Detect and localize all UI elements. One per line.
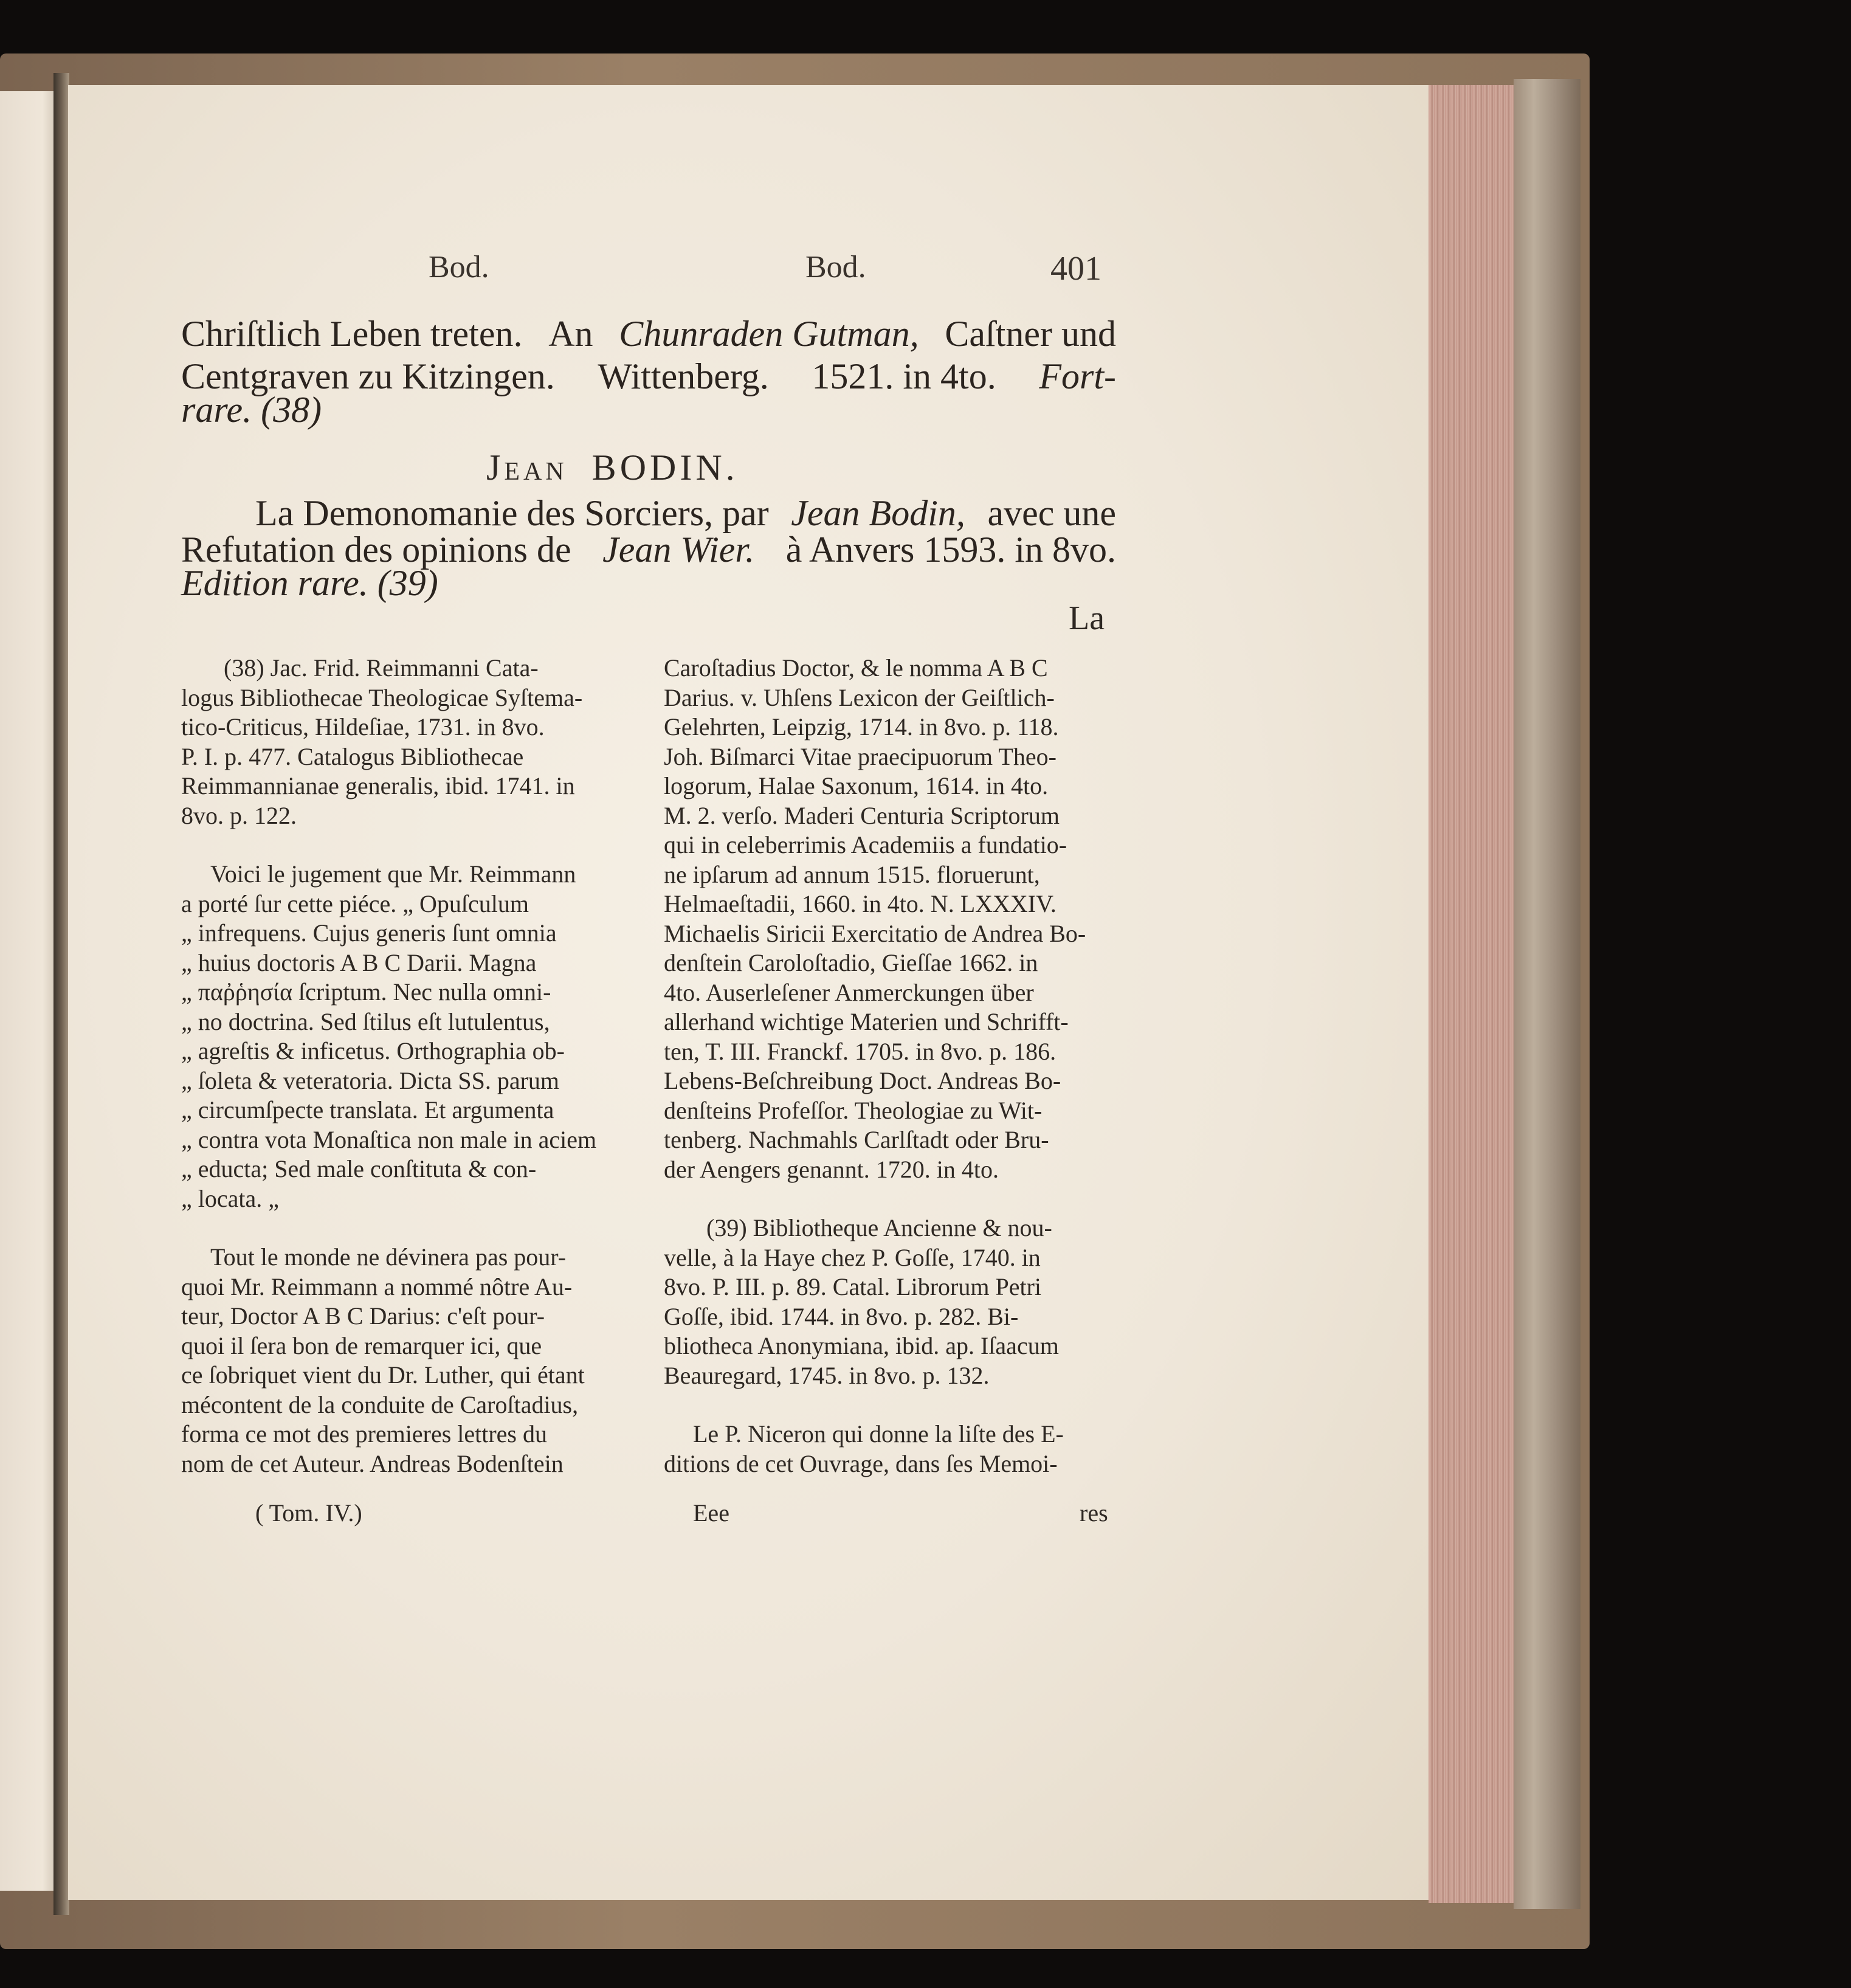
right-paragraph-2: Le P. Niceron qui donne la liſte des E- ditions de cet Ouvrage, dans ſes Memoi- xyxy=(664,1420,1064,1477)
entry-line-2: Refutation des opinions de Jean Wier. à Anvers 1593. in 8vo. xyxy=(181,530,1116,570)
main-text-line-1: Chriſtlich Leben treten. An Chunraden Gutman, Caſtner und xyxy=(181,314,1116,354)
footnote-39: (39) Bibliotheque Ancienne & nou- velle, à la Haye chez P. Goſſe, 1740. in 8vo. P. III. p. 89. Catal. Librorum Petri Goſſe, ibid. 1744. in 8vo. p. 282. Bi- bliotheca Anonymiana, ibid. ap. Iſaacum Beauregard, 1745. in 8vo. p. 132. xyxy=(664,1214,1059,1389)
entry-line-3: Edition rare. (39) xyxy=(181,563,438,603)
book-gutter xyxy=(53,73,69,1915)
catchword-top: La xyxy=(1069,599,1105,637)
signature-mark: Eee xyxy=(693,1499,729,1527)
left-page-sliver xyxy=(0,91,61,1891)
left-column xyxy=(181,654,631,1479)
right-paragraph-1: Caroſtadius Doctor, & le nomma A B C Darius. v. Uhſens Lexicon der Geiſtlich- Gelehrten, Leipzig, 1714. in 8vo. p. 118. Joh. Biſmarci Vitae praecipuorum Theo- logorum, Halae Saxonum, 1614. in 4to. M. 2. verſo. Maderi Centuria Scriptorum qui in celeberrimis Academiis a fundatio- ne ipſarum ad annum 1515. floruerunt, Helmaeſtadii, 1660. in 4to. N. LXXXIV. Michaelis Siricii Exercitatio de Andrea Bo- denſtein Caroloſtadio, Gieſſae 1662. in 4to. Auserleſener Anmerckungen über allerhand wichtige Materien und Schrifft- ten, T. III. Franckf. 1705. in 8vo. p. 186. Lebens-Beſchreibung Doct. Andreas Bo- denſteins Profeſſor. Theologiae zu Wit- tenberg. Nachmahls Carlſtadt oder Bru- der Aengers genannt. 1720. in 4to. xyxy=(664,654,1086,1183)
page-edges xyxy=(1429,85,1514,1903)
page-number: 401 xyxy=(1050,250,1101,288)
author-last-name: BODIN. xyxy=(591,447,739,488)
author-heading xyxy=(486,447,763,489)
back-board xyxy=(1514,79,1580,1909)
left-paragraph-1: Voici le jugement que Mr. Reimmann a porté ſur cette piéce. „ Opuſculum „ infrequens. Cujus generis ſunt omnia „ huius doctoris A B C Darii. Magna „ παῤῥησία ſcriptum. Nec nulla omni- „ no doctrina. Sed ſtilus eſt lutulentus, „ agreſtis & inficetus. Orthographia ob- „ ſoleta & veteratoria. Dicta SS. parum „ circumſpecte translata. Et argumenta „ contra vota Monaſtica non male in aciem „ educta; Sed male conſtituta & con- „ locata. „ xyxy=(181,860,597,1212)
entry-line-1: La Demonomanie des Sorciers, par Jean Bodin, avec une xyxy=(255,493,1116,533)
author-first-name: Jean xyxy=(486,447,568,488)
volume-line: ( Tom. IV.) xyxy=(255,1499,362,1527)
running-head-left: Bod. xyxy=(429,250,489,285)
catchword-bottom: res xyxy=(1080,1499,1108,1527)
running-head-center: Bod. xyxy=(805,250,866,285)
main-text-line-2: Centgraven zu Kitzingen. Wittenberg. 1521. in 4to. Fort- xyxy=(181,356,1116,396)
main-text-line-3: rare. (38) xyxy=(181,390,322,430)
footnote-38: (38) Jac. Frid. Reimmanni Cata- logus Bibliothecae Theologicae Syſtema- tico-Criticus, Hildeſiae, 1731. in 8vo. P. I. p. 477. Catalogus Bibliothecae Reimmannianae generalis, ibid. 1741. in 8vo. p. 122. xyxy=(181,654,583,829)
right-column xyxy=(664,654,1117,1479)
left-paragraph-2: Tout le monde ne dévinera pas pour- quoi Mr. Reimmann a nommé nôtre Au- teur, Doctor A B C Darius: c'eſt pour- quoi il ſera bon de remarquer ici, que ce ſobriquet vient du Dr. Luther, qui étant mécontent de la conduite de Caroſtadius, forma ce mot des premieres lettres du nom de cet Auteur. Andreas Bodenſtein xyxy=(181,1243,585,1477)
